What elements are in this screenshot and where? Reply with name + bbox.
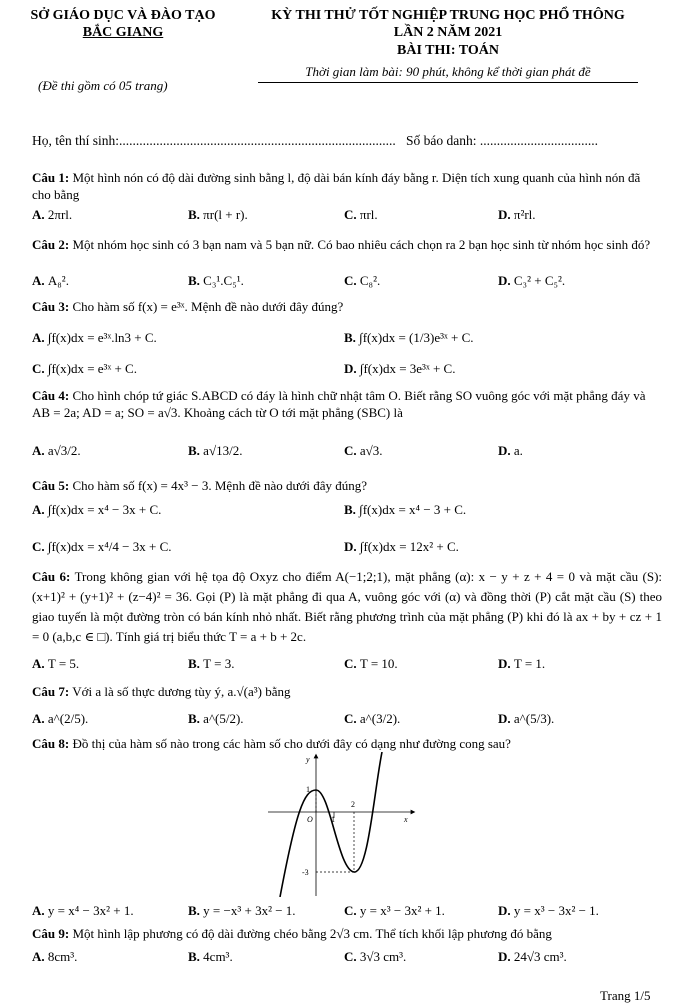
q8-option-b[interactable] <box>188 903 296 919</box>
option-letter: D. <box>498 443 514 458</box>
option-letter: B. <box>188 949 204 964</box>
q4-option-a[interactable] <box>32 443 81 459</box>
student-name-label: Họ, tên thí sinh: <box>32 133 119 148</box>
option-letter: B. <box>344 330 360 345</box>
q1-option-c[interactable] <box>344 207 378 223</box>
dept-name: SỞ GIÁO DỤC VÀ ĐÀO TẠO <box>30 8 216 23</box>
option-text: a√3/2. <box>47 443 81 458</box>
option-letter: C. <box>32 539 48 554</box>
q2-option-d[interactable] <box>498 273 565 289</box>
pages-note: (Đề thi gồm có 05 trang) <box>38 78 168 93</box>
question-8-label: Câu 8: <box>32 736 70 751</box>
option-text: a^(5/3). <box>513 711 555 726</box>
question-7-text: Với a là số thực dương tùy ý, a.√(a³) bằng <box>72 684 291 699</box>
question-7-label: Câu 7: <box>32 684 70 699</box>
option-text: T = 3. <box>203 656 235 671</box>
q5-option-c[interactable] <box>32 539 172 555</box>
option-letter: A. <box>32 330 48 345</box>
q9-option-a[interactable] <box>32 949 77 965</box>
option-letter: A. <box>32 903 48 918</box>
q7-option-a[interactable] <box>32 711 88 727</box>
question-3 <box>32 298 662 315</box>
option-letter: D. <box>498 903 514 918</box>
option-letter: B. <box>188 656 204 671</box>
option-text: a√13/2. <box>203 443 243 458</box>
option-text: T = 10. <box>359 656 398 671</box>
option-letter: D. <box>344 539 360 554</box>
q7-option-d[interactable] <box>498 711 554 727</box>
option-text: a^(3/2). <box>359 711 401 726</box>
exam-round: LẦN 2 NĂM 2021 <box>393 25 503 40</box>
option-letter: B. <box>188 903 204 918</box>
option-text: 2πrl. <box>47 207 73 222</box>
q2-option-b[interactable] <box>188 273 244 289</box>
question-6-text: Trong không gian với hệ tọa độ Oxyz cho điểm A(−1;2;1), mặt phẳng (α): x − y + z + 4 = 0 và mặt cầu (S): (x+1)² + (y+1)² + (z−4)² = 36. Gọi (P) là mặt phẳng đi qua A, vuông góc với (α) và đồng thời (P) cắt mặt cầu (S) theo giao tuyến là một đường tròn có bán kính nhỏ nhất. Biết rằng phương trình của mặt phẳng (P) khi đó là ax + by + cz + 1 = 0 (a,b,c ∈ □). Tính giá trị biểu thức T = a + b + 2c. <box>32 569 663 644</box>
option-text: y = x⁴ − 3x² + 1. <box>47 903 134 918</box>
q6-option-b[interactable] <box>188 656 234 672</box>
question-1 <box>32 169 662 203</box>
option-text: ∫f(x)dx = 12x² + C. <box>359 539 459 554</box>
q7-option-c[interactable] <box>344 711 400 727</box>
option-text: T = 5. <box>47 656 80 671</box>
option-letter: A. <box>32 949 48 964</box>
option-text: ∫f(x)dx = e³ˣ.ln3 + C. <box>47 330 157 345</box>
q6-option-d[interactable] <box>498 656 545 672</box>
option-letter: C. <box>344 903 360 918</box>
option-text: ∫f(x)dx = x⁴/4 − 3x + C. <box>47 539 172 554</box>
q1-option-a[interactable] <box>32 207 72 223</box>
cubic-graph <box>268 752 418 897</box>
q8-option-c[interactable] <box>344 903 445 919</box>
option-letter: A. <box>32 273 48 288</box>
option-letter: D. <box>498 273 514 288</box>
exam-title: KỲ THI THỬ TỐT NGHIỆP TRUNG HỌC PHỔ THÔNG <box>271 8 625 23</box>
option-letter: D. <box>344 361 360 376</box>
option-text: C₈². <box>359 273 381 288</box>
q3-option-b[interactable] <box>344 330 474 346</box>
question-2 <box>32 236 662 253</box>
q8-option-d[interactable] <box>498 903 599 919</box>
option-text: a. <box>513 443 523 458</box>
curve <box>280 752 382 897</box>
option-letter: A. <box>32 443 48 458</box>
option-letter: D. <box>498 656 514 671</box>
option-text: 8cm³. <box>47 949 78 964</box>
student-name-dots: .................................................................................. <box>119 133 396 148</box>
option-letter: A. <box>32 656 48 671</box>
y-axis-label: y <box>306 755 310 764</box>
q4-option-b[interactable] <box>188 443 242 459</box>
option-text: ∫f(x)dx = x⁴ − 3 + C. <box>359 502 467 517</box>
option-letter: C. <box>344 711 360 726</box>
q8-option-a[interactable] <box>32 903 134 919</box>
question-5 <box>32 477 662 494</box>
tick-x-1: 1 <box>331 815 335 824</box>
q2-option-c[interactable] <box>344 273 380 289</box>
option-letter: B. <box>188 273 204 288</box>
question-5-text: Cho hàm số f(x) = 4x³ − 3. Mệnh đề nào dưới đây đúng? <box>72 478 368 493</box>
origin-label: O <box>307 815 313 824</box>
option-text: A₈². <box>47 273 69 288</box>
option-letter: A. <box>32 207 48 222</box>
q6-option-c[interactable] <box>344 656 398 672</box>
question-9 <box>32 925 662 942</box>
q4-option-c[interactable] <box>344 443 383 459</box>
option-text: ∫f(x)dx = x⁴ − 3x + C. <box>47 502 162 517</box>
question-8-text: Đồ thị của hàm số nào trong các hàm số cho dưới đây có dạng như đường cong sau? <box>72 736 511 751</box>
exam-subject: BÀI THI: TOÁN <box>397 43 499 58</box>
question-9-label: Câu 9: <box>32 926 70 941</box>
option-letter: C. <box>344 273 360 288</box>
q3-option-a[interactable] <box>32 330 157 346</box>
question-4-text: Cho hình chóp tứ giác S.ABCD có đáy là hình chữ nhật tâm O. Biết rằng SO vuông góc với mặt phẳng đáy và AB = 2a; AD = a; SO = a√3. Khoảng cách từ O tới mặt phẳng (SBC) là <box>32 388 646 420</box>
option-letter: B. <box>188 443 204 458</box>
option-text: a^(5/2). <box>203 711 244 726</box>
q1-option-d[interactable] <box>498 207 536 223</box>
option-text: a√3. <box>359 443 383 458</box>
option-text: 3√3 cm³. <box>359 949 407 964</box>
option-letter: A. <box>32 711 48 726</box>
option-letter: C. <box>32 361 48 376</box>
q1-option-b[interactable] <box>188 207 248 223</box>
tick-x-2: 2 <box>351 800 355 809</box>
student-name-field <box>32 133 396 149</box>
option-text: y = x³ − 3x² + 1. <box>359 903 445 918</box>
province-name: BẮC GIANG <box>82 25 164 40</box>
option-text: ∫f(x)dx = e³ˣ + C. <box>47 361 137 376</box>
time-note: Thời gian làm bài: 90 phút, không kể thời gian phát đề <box>258 64 638 83</box>
q9-option-b[interactable] <box>188 949 233 965</box>
option-letter: A. <box>32 502 48 517</box>
q3-option-d[interactable] <box>344 361 455 377</box>
option-text: y = x³ − 3x² − 1. <box>513 903 599 918</box>
question-2-label: Câu 2: <box>32 237 70 252</box>
question-1-label: Câu 1: <box>32 170 70 185</box>
option-text: 4cm³. <box>203 949 233 964</box>
option-text: πrl. <box>359 207 378 222</box>
q5-option-d[interactable] <box>344 539 459 555</box>
option-letter: C. <box>344 949 360 964</box>
tick-y-top: 1 <box>306 785 310 794</box>
option-text: π²rl. <box>513 207 536 222</box>
q4-option-d[interactable] <box>498 443 523 459</box>
student-id-label: Số báo danh: <box>406 133 477 148</box>
option-text: 24√3 cm³. <box>513 949 567 964</box>
question-3-label: Câu 3: <box>32 299 70 314</box>
q5-option-a[interactable] <box>32 502 161 518</box>
option-letter: D. <box>498 207 514 222</box>
q5-option-b[interactable] <box>344 502 466 518</box>
q2-option-a[interactable] <box>32 273 69 289</box>
option-letter: C. <box>344 656 360 671</box>
tick-y-bottom: -3 <box>302 868 309 877</box>
option-letter: D. <box>498 711 514 726</box>
option-text: ∫f(x)dx = 3e³ˣ + C. <box>359 361 456 376</box>
page-number: Trang 1/5 <box>600 988 651 1003</box>
q9-option-d[interactable] <box>498 949 567 965</box>
option-letter: D. <box>498 949 514 964</box>
q7-option-b[interactable] <box>188 711 244 727</box>
option-text: C₃² + C₅². <box>513 273 566 288</box>
question-1-text: Một hình nón có độ dài đường sinh bằng l, độ dài bán kính đáy bằng r. Diện tích xung quanh của hình nón đã cho bằng <box>32 170 641 202</box>
question-6 <box>32 567 662 647</box>
option-text: πr(l + r). <box>203 207 248 222</box>
question-2-text: Một nhóm học sinh có 3 bạn nam và 5 bạn nữ. Có bao nhiêu cách chọn ra 2 bạn học sinh từ nhóm học sinh đó? <box>72 237 651 252</box>
option-letter: B. <box>188 207 204 222</box>
option-letter: C. <box>344 207 360 222</box>
option-letter: B. <box>344 502 360 517</box>
x-axis-label: x <box>404 815 408 824</box>
option-text: T = 1. <box>513 656 546 671</box>
question-6-label: Câu 6: <box>32 569 71 584</box>
question-4-label: Câu 4: <box>32 388 70 403</box>
student-id-dots: ................................... <box>479 133 598 148</box>
option-letter: C. <box>344 443 360 458</box>
option-text: a^(2/5). <box>47 711 89 726</box>
question-3-text: Cho hàm số f(x) = e³ˣ. Mệnh đề nào dưới đây đúng? <box>72 299 344 314</box>
option-text: C₃¹.C₅¹. <box>203 273 244 288</box>
option-text: ∫f(x)dx = (1/3)e³ˣ + C. <box>359 330 474 345</box>
question-8 <box>32 735 662 752</box>
option-letter: B. <box>188 711 204 726</box>
q9-option-c[interactable] <box>344 949 406 965</box>
option-text: y = −x³ + 3x² − 1. <box>203 903 296 918</box>
question-7 <box>32 683 662 700</box>
q6-option-a[interactable] <box>32 656 79 672</box>
student-id-field <box>406 133 598 149</box>
question-9-text: Một hình lập phương có độ dài đường chéo bằng 2√3 cm. Thể tích khối lập phương đó bằng <box>72 926 552 941</box>
question-5-label: Câu 5: <box>32 478 70 493</box>
q3-option-c[interactable] <box>32 361 137 377</box>
question-4 <box>32 387 662 421</box>
